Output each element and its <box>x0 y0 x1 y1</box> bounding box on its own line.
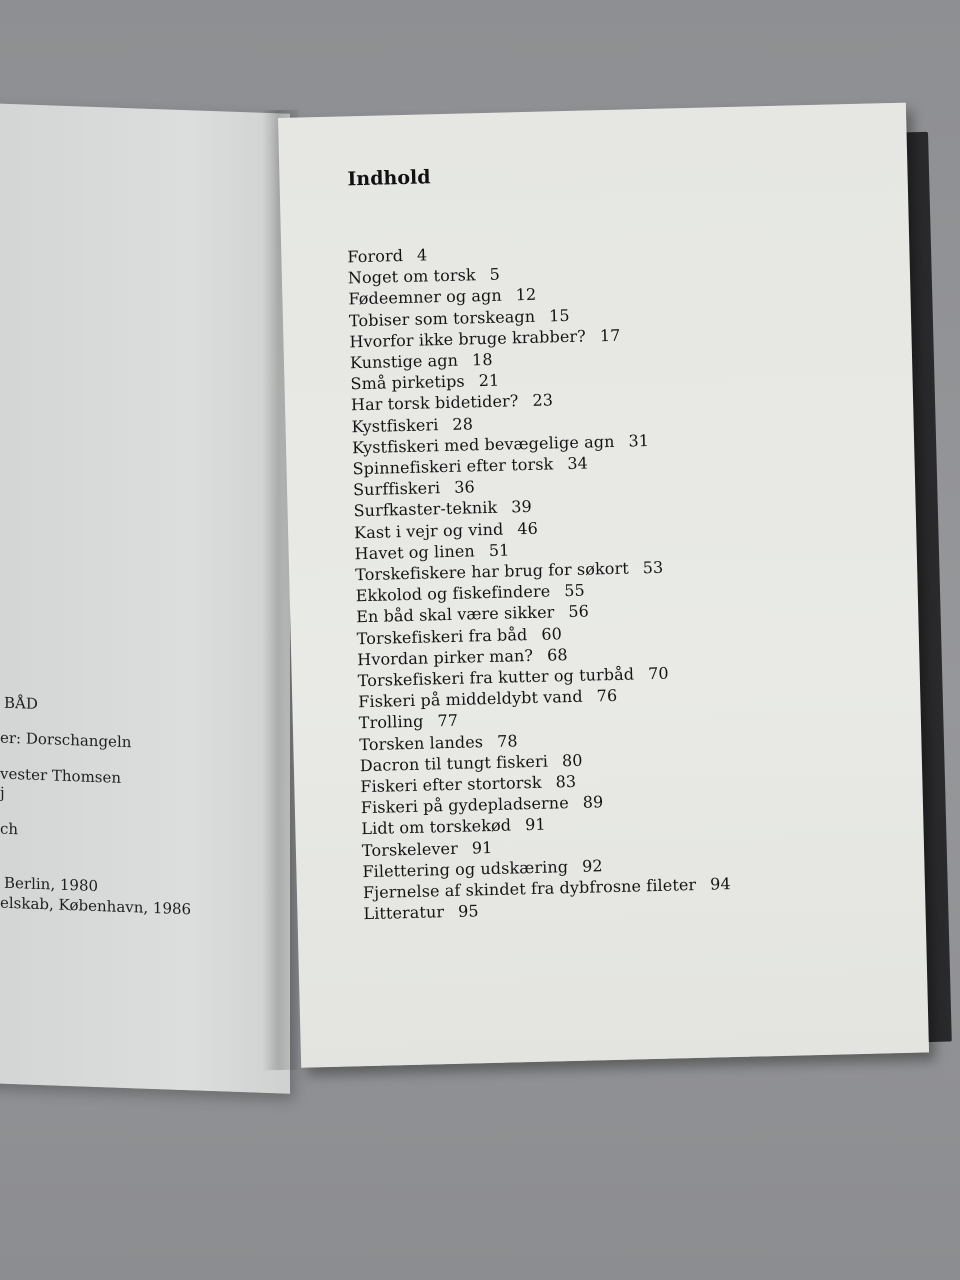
toc-entry-title: Fødeemner og agn <box>348 285 503 309</box>
toc-entry-title: Fjernelse af skindet fra dybfrosne fileter <box>362 875 697 903</box>
toc-entry-title: Fiskeri på gydepladserne <box>360 793 570 818</box>
toc-entry-title: Dacron til tungt fiskeri <box>359 751 549 776</box>
toc-entry-page-number: 76 <box>596 686 618 706</box>
toc-entry-page-number: 83 <box>555 771 577 792</box>
toc-entry-page-number: 21 <box>478 370 500 391</box>
toc-entry-page-number: 78 <box>496 731 518 751</box>
left-page-line: ch <box>0 819 19 839</box>
toc-entry-page-number: 91 <box>524 815 546 835</box>
left-page-line: Berlin, 1980 <box>4 873 99 896</box>
toc-entry-page-number: 5 <box>489 264 501 285</box>
toc-entry-title: Filettering og udskæring <box>362 857 569 882</box>
toc-entry-title: Noget om torsk <box>347 265 476 288</box>
left-page-line: BÅD <box>4 693 38 713</box>
toc-list <box>347 237 731 924</box>
toc-entry-page-number: 89 <box>582 792 604 813</box>
toc-entry-page-number: 95 <box>457 901 479 922</box>
toc-entry-title: Torskefiskeri fra båd <box>356 624 528 648</box>
toc-entry-title: Forord <box>347 245 404 267</box>
toc-entry-title: Litteratur <box>363 902 445 924</box>
toc-entry-title: Små pirketips <box>350 371 465 394</box>
toc-entry-page-number: 34 <box>567 453 589 474</box>
toc-entry-page-number: 60 <box>541 623 563 644</box>
toc-entry-title: Kunstige agn <box>349 350 459 373</box>
toc-entry-title: Kast i vejr og vind <box>353 519 504 542</box>
toc-entry-title: Torskelever <box>361 838 459 860</box>
toc-entry-title: Fiskeri på middeldybt vand <box>358 686 583 712</box>
contents-page <box>278 103 929 1068</box>
toc-entry-page-number: 15 <box>548 305 570 326</box>
toc-entry-title: Torskefiskeri fra kutter og turbåd <box>357 664 635 691</box>
toc-entry-title: Hvordan pirker man? <box>357 645 534 670</box>
toc-entry-page-number: 12 <box>515 285 537 305</box>
toc-entry-page-number: 56 <box>568 602 590 622</box>
toc-heading: Indhold <box>347 166 431 191</box>
toc-entry-title: Tobiser som torskeagn <box>348 306 536 330</box>
toc-entry-title: Havet og linen <box>354 541 476 564</box>
toc-entry-page-number: 80 <box>561 750 583 771</box>
toc-entry-title: Kystfiskeri med bevægelige agn <box>351 431 615 458</box>
toc-entry-title: Spinnefiskeri efter torsk <box>352 454 554 479</box>
left-page-line: er: Dorschangeln <box>0 728 132 752</box>
toc-entry-title: Har torsk bidetider? <box>350 391 519 415</box>
toc-entry-title: Trolling <box>358 712 424 733</box>
toc-entry-page-number: 36 <box>453 477 475 498</box>
toc-entry-page-number: 68 <box>546 644 568 665</box>
toc-entry-page-number: 91 <box>471 837 493 858</box>
toc-entry-page-number: 92 <box>581 856 603 876</box>
toc-entry-page-number: 39 <box>511 497 533 517</box>
toc-entry-page-number: 55 <box>564 580 586 601</box>
left-page-line: j <box>0 783 5 802</box>
toc-entry-page-number: 53 <box>642 557 664 578</box>
toc-entry-page-number: 18 <box>471 349 493 370</box>
toc-entry-page-number: 46 <box>517 518 539 538</box>
toc-entry-page-number: 77 <box>437 711 459 731</box>
toc-entry-title: Surfkaster-teknik <box>353 498 498 521</box>
toc-entry-title: Surffiskeri <box>352 478 441 500</box>
toc-entry-title: Ekkolod og fiskefindere <box>355 581 551 606</box>
left-page-line: elskab, København, 1986 <box>0 893 192 919</box>
toc-entry-title: Kystfiskeri <box>351 414 439 436</box>
toc-entry-page-number: 31 <box>628 430 650 451</box>
toc-entry-title: Lidt om torskekød <box>361 816 512 839</box>
toc-entry-page-number: 23 <box>532 390 554 411</box>
toc-entry-page-number: 94 <box>709 874 731 894</box>
toc-entry-page-number: 28 <box>452 413 474 434</box>
toc-entry-title: Torsken landes <box>359 731 484 754</box>
toc-entry-title: En båd skal være sikker <box>355 602 555 627</box>
toc-entry-page-number: 51 <box>488 540 510 560</box>
left-book-page <box>0 102 290 1094</box>
toc-entry-title: Torskefiskere har brug for søkort <box>354 558 629 585</box>
toc-entry-page-number: 17 <box>599 325 621 346</box>
toc-entry-page-number: 70 <box>647 663 669 684</box>
toc-entry-page-number: 4 <box>416 245 428 265</box>
left-page-line: vester Thomsen <box>0 764 122 787</box>
toc-entry-title: Hvorfor ikke bruge krabber? <box>349 326 587 352</box>
toc-entry-title: Fiskeri efter stortorsk <box>360 772 542 797</box>
